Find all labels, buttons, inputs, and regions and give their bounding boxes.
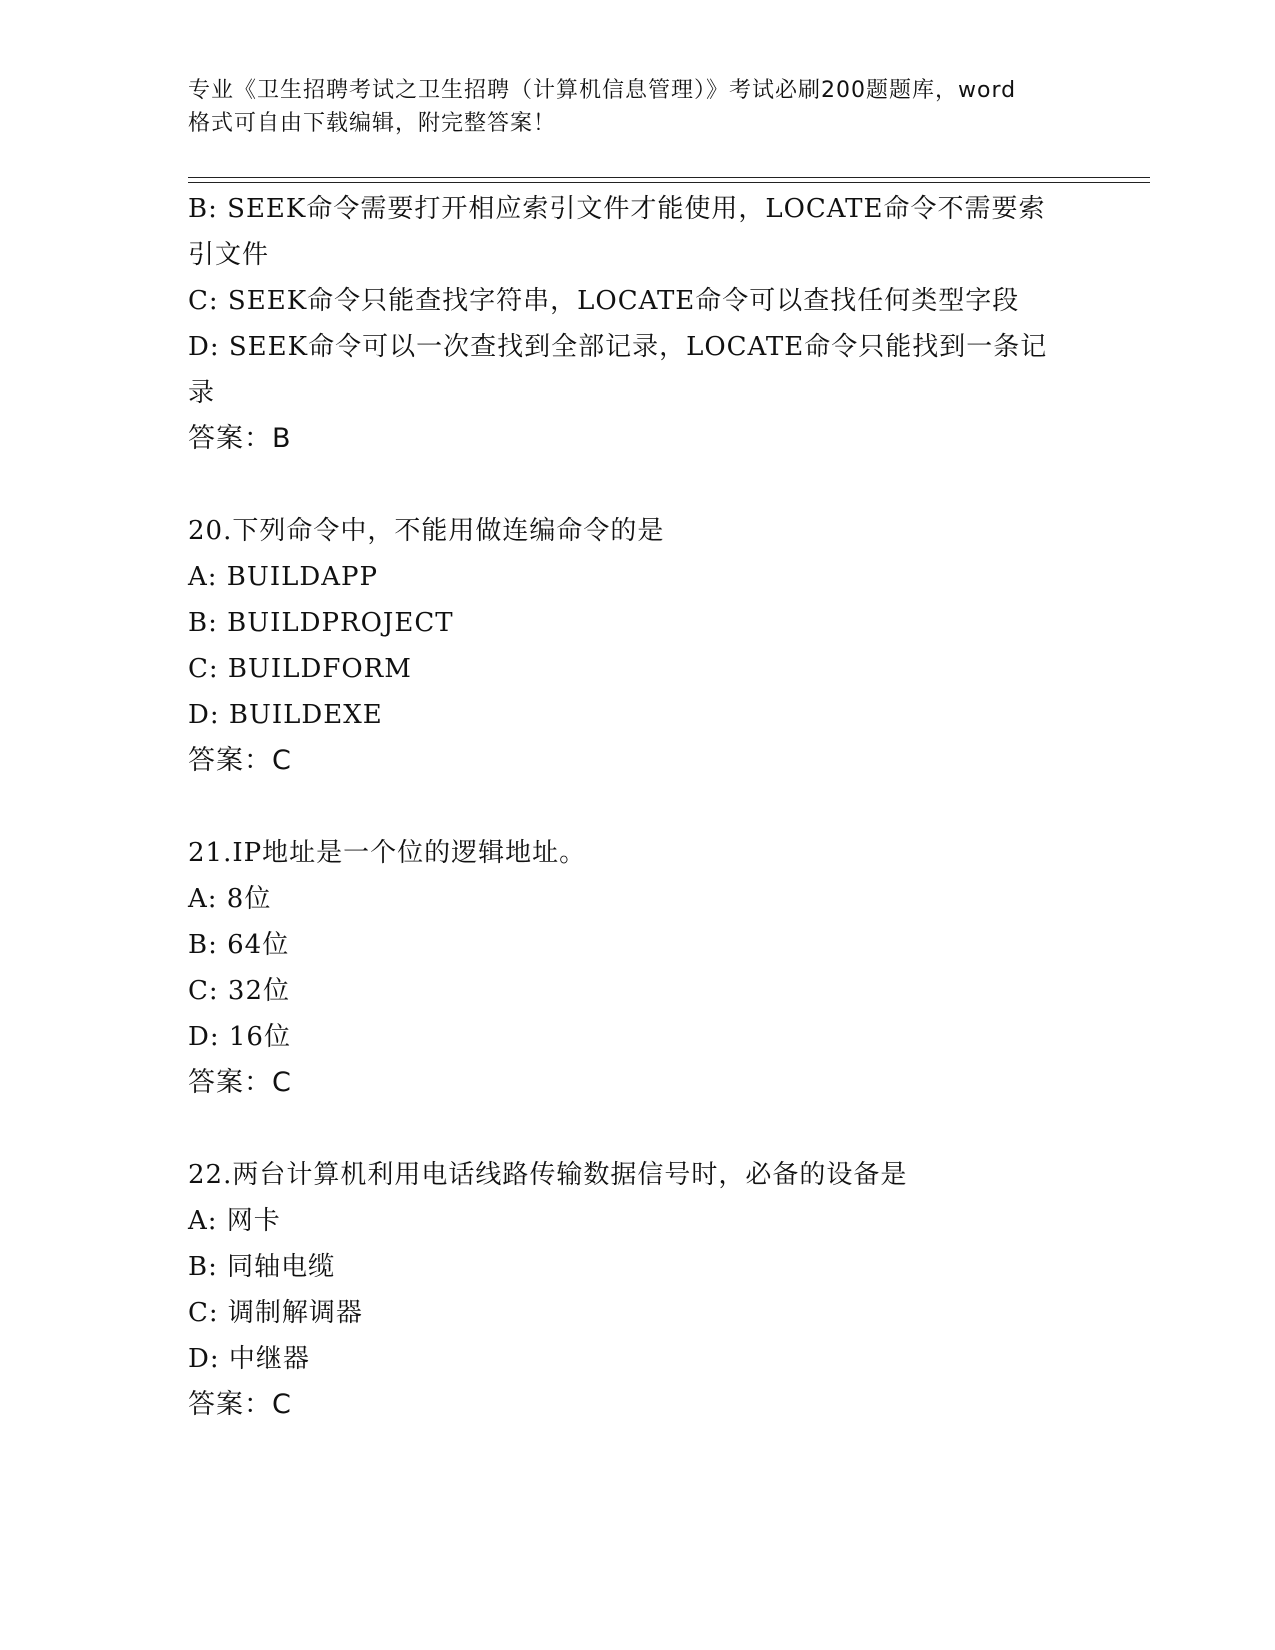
answer-label: 答案：C bbox=[188, 1067, 292, 1098]
option-c: C: BUILDFORM bbox=[188, 654, 412, 684]
option-c: C: 调制解调器 bbox=[188, 1298, 363, 1328]
option-b: B: SEEK命令需要打开相应索引文件才能使用，LOCATE命令不需要索引文件 bbox=[188, 194, 1046, 270]
option-d: D: SEEK命令可以一次查找到全部记录，LOCATE命令只能找到一条记录 bbox=[188, 332, 1048, 408]
header-title-line-1: 专业《卫生招聘考试之卫生招聘（计算机信息管理）》考试必刷200题题库，word bbox=[188, 78, 1017, 103]
option-b: B: 64位 bbox=[188, 930, 290, 960]
header-rule-top bbox=[188, 177, 1150, 178]
option-c: C: 32位 bbox=[188, 976, 291, 1006]
option-a: A: BUILDAPP bbox=[188, 562, 378, 592]
answer-label: 答案：C bbox=[188, 1389, 292, 1420]
question-21 bbox=[188, 830, 1088, 1106]
option-c: C: SEEK命令只能查找字符串，LOCATE命令可以查找任何类型字段 bbox=[188, 286, 1020, 316]
question-19-continued bbox=[188, 186, 1088, 462]
spacer bbox=[188, 784, 1088, 830]
option-a: A: 8位 bbox=[188, 884, 272, 914]
spacer bbox=[188, 462, 1088, 508]
document-header bbox=[188, 74, 1088, 140]
answer-label: 答案：C bbox=[188, 745, 292, 776]
option-a: A: 网卡 bbox=[188, 1206, 281, 1236]
question-stem: 20.下列命令中，不能用做连编命令的是 bbox=[188, 516, 665, 546]
option-b: B: BUILDPROJECT bbox=[188, 608, 454, 638]
option-d: D: 16位 bbox=[188, 1022, 291, 1052]
header-rule-bottom bbox=[188, 182, 1150, 183]
spacer bbox=[188, 1106, 1088, 1152]
question-stem: 22.两台计算机利用电话线路传输数据信号时，必备的设备是 bbox=[188, 1160, 908, 1190]
question-22 bbox=[188, 1152, 1088, 1428]
option-d: D: 中继器 bbox=[188, 1344, 310, 1374]
option-b: B: 同轴电缆 bbox=[188, 1252, 336, 1282]
option-d: D: BUILDEXE bbox=[188, 700, 383, 730]
question-stem: 21.IP地址是一个位的逻辑地址。 bbox=[188, 838, 587, 868]
question-20 bbox=[188, 508, 1088, 784]
header-title-line-2: 格式可自由下载编辑，附完整答案！ bbox=[188, 111, 557, 136]
answer-label: 答案：B bbox=[188, 423, 292, 454]
document-body bbox=[188, 186, 1088, 1428]
